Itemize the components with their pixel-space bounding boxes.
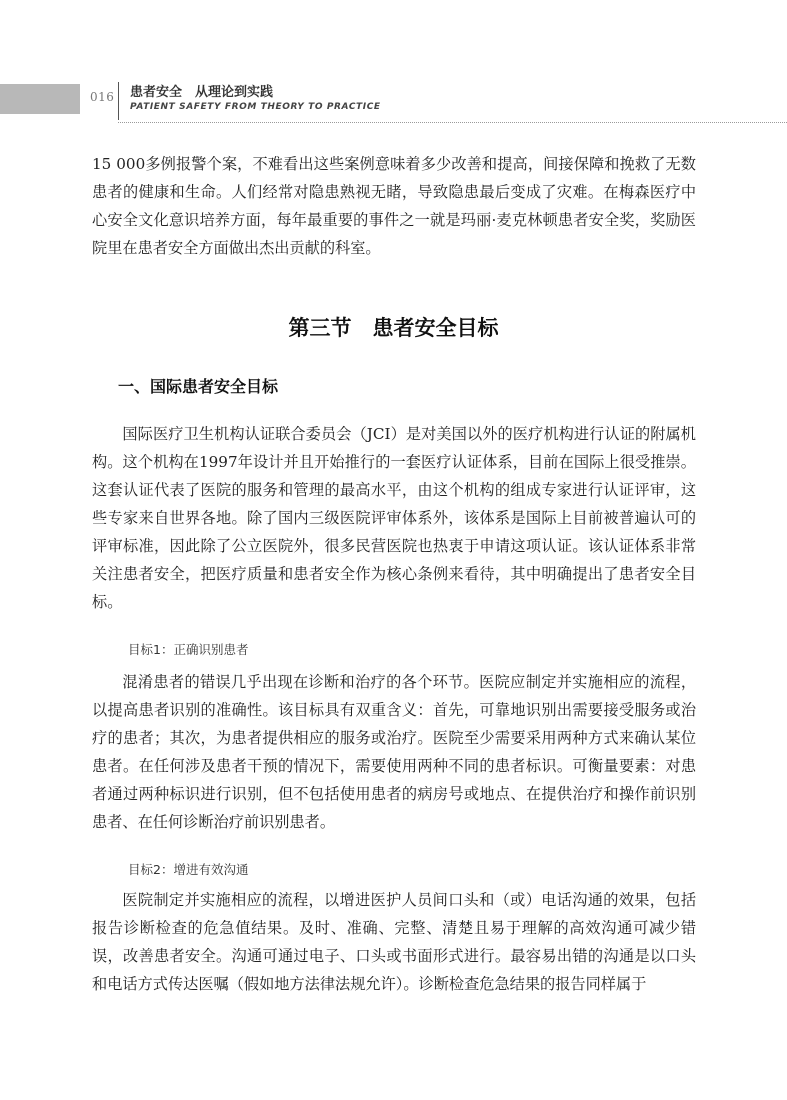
header-gray-band	[0, 84, 80, 114]
goal1-paragraph: 混淆患者的错误几乎出现在诊断和治疗的各个环节。医院应制定并实施相应的流程，以提高患者识别的准确性。该目标具有双重含义：首先，可靠地识别出需要接受服务或治疗的患者；其次，为患者提供相应的服务或治疗。医院至少需要采用两种方式来确认某位患者。在任何涉及患者干预的情况下，需要使用两种不同的患者标识。可衡量要素：对患者通过两种标识进行识别，但不包括使用患者的病房号或地点、在提供治疗和操作前识别患者、在任何诊断治疗前识别患者。	[92, 673, 696, 831]
book-title-chinese: 患者安全 从理论到实践	[130, 85, 274, 100]
goal2-paragraph: 医院制定并实施相应的流程，以增进医护人员间口头和（或）电话沟通的效果，包括报告诊断检查的危急值结果。及时、准确、完整、清楚且易于理解的高效沟通可减少错误，改善患者安全。沟通可通过电子、口头或书面形式进行。最容易出错的沟通是以口头和电话方式传达医嘱（假如地方法律法规允许）。诊断检查危急结果的报告同样属于	[92, 891, 696, 993]
header-divider	[118, 82, 119, 120]
section-title: 第三节 患者安全目标	[288, 316, 499, 340]
subsection-title: 一、国际患者安全目标	[118, 377, 279, 396]
book-title-english: PATIENT SAFETY FROM THEORY TO PRACTICE	[130, 102, 381, 112]
goal1-label: 目标1：正确识别患者	[128, 642, 249, 657]
goal2-label: 目标2：增进有效沟通	[128, 862, 249, 877]
header-dotted-rule	[118, 122, 787, 123]
page-number: 016	[90, 90, 115, 104]
jci-paragraph: 国际医疗卫生机构认证联合委员会（JCI）是对美国以外的医疗机构进行认证的附属机构。这个机构在1997年设计并且开始推行的一套医疗认证体系，目前在国际上很受推崇。这套认证代表了医院的服务和管理的最高水平，由这个机构的组成专家进行认证评审，这些专家来自世界各地。除了国内三级医院评审体系外，该体系是国际上目前被普遍认可的评审标准，因此除了公立医院外，很多民营医院也热衷于申请这项认证。该认证体系非常关注患者安全，把医疗质量和患者安全作为核心条例来看待，其中明确提出了患者安全目标。	[92, 425, 696, 611]
intro-paragraph: 15 000多例报警个案，不难看出这些案例意味着多少改善和提高，间接保障和挽救了无数患者的健康和生命。人们经常对隐患熟视无睹，导致隐患最后变成了灾难。在梅森医疗中心安全文化意识培养方面，每年最重要的事件之一就是玛丽·麦克林顿患者安全奖，奖励医院里在患者安全方面做出杰出贡献的科室。	[92, 155, 696, 257]
